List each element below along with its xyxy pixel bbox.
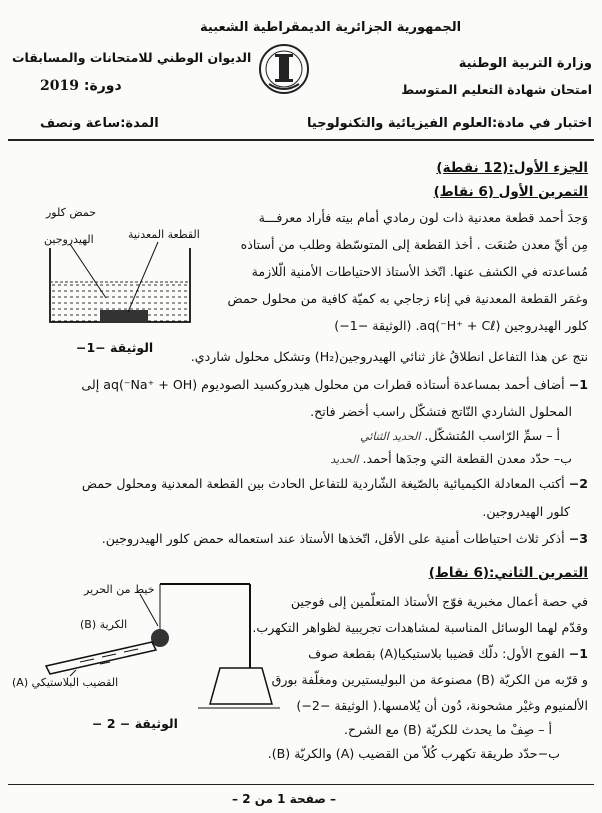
- ex1-q3-text: أذكر ثلاث احتياطات أمنية على الأقل، اتّخذها الأستاذ عند استعماله حمض كلور الهيدروجين.: [101, 531, 565, 546]
- ex1-q1-line-1: [14, 377, 588, 392]
- ex1-q1a-text: أ – سمِّ الرّاسب المُتشكّل.: [424, 428, 560, 443]
- session-label: [40, 78, 122, 94]
- doc1-beaker-figure: [40, 240, 210, 336]
- ex1-q1b: [330, 451, 572, 466]
- footer-divider: [8, 784, 594, 785]
- doc1-caption: الوثيقة −1−: [76, 340, 154, 355]
- doc2-label-thread: خيط من الحرير: [84, 583, 155, 596]
- ex2-q1-line-3: الألمنيوم وغيْر مشحونة، دُون أن يُلامسها.( الوثيقة −2−): [296, 698, 588, 713]
- ex1-paragraph-line-5: كلور الهيدروجين (H⁺ + Cℓ⁻)aq. (الوثيقة −1−): [334, 318, 588, 333]
- ex1-paragraph-line-2: مِن أيِّ معدن صُنعَت . أخذ القطعة إلى المتوسّطة وطلب من أستاذه: [240, 237, 588, 252]
- part1-title: الجزء الأول:(12 نقطة): [436, 160, 588, 176]
- ex1-q2-line-2: كلور الهيدروجين.: [482, 504, 570, 519]
- doc1-label-acid: حمض كلور: [46, 206, 97, 219]
- ex1-paragraph-line-4: وغمَر القطعة المعدنية في إناء زجاجي به كميّة كافية من محلول حمض: [227, 291, 588, 306]
- doc2-label-ball: الكرية (B): [80, 618, 128, 631]
- ex1-q3-number: 3−: [568, 531, 588, 546]
- ex2-line-2: وقدّم لهما الوسائل المناسبة لمشاهدات تجريبية لظواهر التكهرب.: [252, 620, 588, 635]
- ex1-title: التمرين الأول (6 نقاط): [433, 184, 588, 200]
- session-year: 2019: [40, 78, 79, 94]
- ex2-q1-text: الفوج الأول: دلّك قضيبا بلاستيكيا(A) بقطعة صوف: [308, 646, 565, 661]
- doc1-label-acid2: الهيدروجين: [44, 233, 94, 246]
- ex1-paragraph-line-1: وَجدَ أحمد قطعة معدنية ذات لون رمادي أمام بيته فأراد معرفـــة: [258, 210, 588, 225]
- ex2-q1b: ب−حدّد طريقة تكهرب كُلاّ من القضيب (A) والكريّة (B).: [267, 746, 560, 761]
- ex1-q1a-handwritten-answer: الحديد الثنائي: [360, 430, 421, 443]
- header-divider: [8, 139, 594, 141]
- ex1-q2-text: أكتب المعادلة الكيميائية بالصّيغة الشّاردية للتفاعل الحادث بين القطعة المعدنية ومحلول حمض: [81, 476, 565, 491]
- ex1-q2-line-1: [14, 476, 588, 491]
- doc2-label-rod: القضيب البلاستيكي (A): [12, 676, 119, 689]
- ex1-q1-text: أضاف أحمد بمساعدة أستاذه قطرات من محلول هيدروكسيد الصوديوم (Na⁺ + OH⁻)aq إلى: [81, 377, 565, 392]
- ex1-q1b-handwritten-answer: الحديد: [330, 453, 359, 466]
- ex1-q1-number: 1−: [568, 377, 588, 392]
- page-number: – صفحة 1 من 2 –: [232, 792, 337, 806]
- session-text: دورة:: [83, 78, 122, 94]
- office-logo: [255, 40, 313, 98]
- ex1-q1-line-2: المحلول الشاردي النّاتج فتشكّل راسب أخضر فاتح.: [310, 404, 572, 419]
- ex2-q1-line-1: [268, 646, 588, 661]
- ex2-q1-line-2: و قرّبه من الكريّة (B) مصنوعة من البوليستيرين ومغلّفة بورق: [271, 672, 588, 687]
- ministry-label: وزارة التربية الوطنية: [458, 56, 592, 71]
- ex1-q2-number: 2−: [568, 476, 588, 491]
- subject-label: اختبار في مادة:العلوم الفيزيائية والتكنولوجيا: [307, 116, 592, 131]
- doc2-caption: الوثيقة − 2 −: [92, 716, 178, 731]
- exam-label: امتحان شهادة التعليم المتوسط: [401, 82, 592, 97]
- ex1-q1a: [360, 428, 560, 443]
- ex2-title: التمرين الثاني:(6 نقاط): [428, 565, 588, 581]
- ex1-q1b-text: ب– حدّد معدن القطعة التي وجدَها أحمد.: [362, 451, 572, 466]
- office-label: الديوان الوطني للامتحانات والمسابقات: [12, 50, 252, 65]
- ex2-q1-number: 1−: [568, 646, 588, 661]
- republic-header: الجمهورية الجزائرية الديمقراطية الشعبية: [200, 20, 462, 35]
- ex1-q3: [14, 531, 588, 546]
- doc2-pendulum-figure: [40, 570, 280, 710]
- ex1-paragraph-line-6: نتج عن هذا التفاعل انطلاقُ غاز ثنائي الهيدروجين(H₂) وتشكل محلول شاردي.: [190, 349, 588, 364]
- ex2-line-1: في حصة أعمال مخبرية فوّج الأستاذ المتعلّمين إلى فوجين: [290, 594, 588, 609]
- ex2-q1a: أ – صِفْ ما يحدث للكريّة (B) مع الشرح.: [344, 722, 552, 737]
- doc1-label-metal: القطعة المعدنية: [128, 228, 200, 241]
- ex1-paragraph-line-3: مُساعدته في الكشف عنها. اتّخذ الأستاذ الاحتياطات الأمنية الّلازمة: [251, 264, 588, 279]
- duration-label: المدة:ساعة ونصف: [40, 116, 159, 131]
